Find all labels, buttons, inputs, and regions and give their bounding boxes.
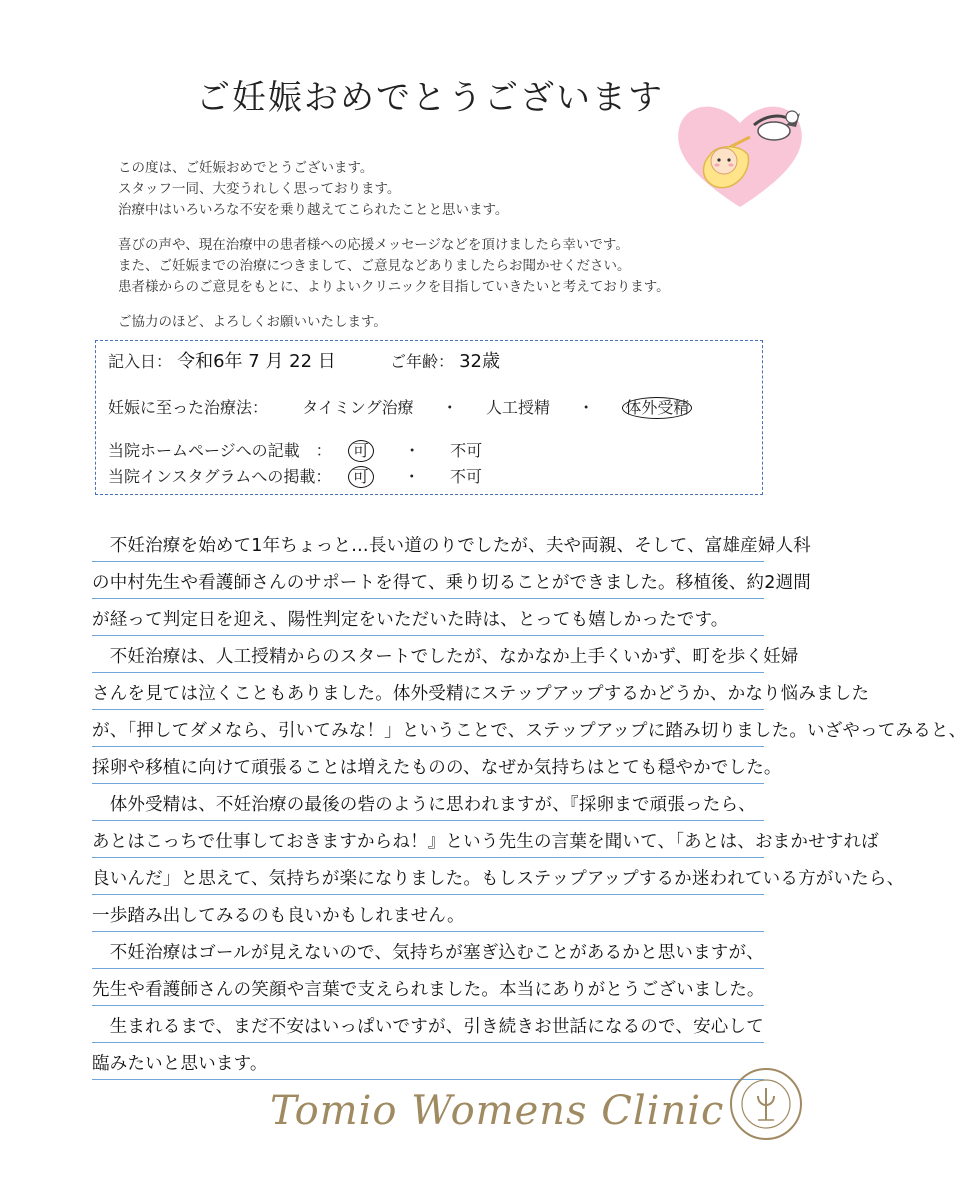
letter-text: 一歩踏み出してみるのも良いかもしれません。 xyxy=(92,906,465,926)
letter-text: あとはこっちで仕事しておきますからね！』という先生の言葉を聞いて、「あとは、おまかせすれば xyxy=(92,832,879,852)
letter-line xyxy=(92,562,811,599)
intro-line: ご協力のほど、よろしくお願いいたします。 xyxy=(118,314,387,330)
homepage-row xyxy=(108,438,482,462)
letter-text: の中村先生や看護師さんのサポートを得て、乗り切ることができました。移植後、約2週間 xyxy=(92,573,811,593)
letter-line xyxy=(92,636,799,673)
letter-line xyxy=(92,525,811,562)
intro-line: 患者様からのご意見をもとに、よりよいクリニックを目指していきたいと考えております。 xyxy=(118,279,670,295)
letter-text: が経って判定日を迎え、陽性判定をいただいた時は、とっても嬉しかったです。 xyxy=(92,610,729,630)
letter-text: 不妊治療を始めて1年ちょっと…長い道のりでしたが、夫や両親、そして、富雄産婦人科 xyxy=(92,536,811,556)
letter-text: 先生や看護師さんの笑顔や言葉で支えられました。本当にありがとうございました。 xyxy=(92,980,765,1000)
homepage-ng: 不可 xyxy=(450,441,483,460)
option-sep: ・ xyxy=(578,398,595,417)
letter-text: 体外受精は、不妊治療の最後の砦のように思われますが、『採卵まで頑張ったら、 xyxy=(92,795,756,815)
age-value: 32歳 xyxy=(459,351,501,372)
letter-line xyxy=(92,784,764,821)
intro-text xyxy=(118,158,758,347)
letter-text: 良いんだ」と思えて、気持ちが楽になりました。もしステップアップするか迷われている方がいたら、 xyxy=(92,869,905,889)
letter-line xyxy=(92,858,905,895)
letter-line xyxy=(92,1006,764,1043)
instagram-label: 当院インスタグラムへの掲載： xyxy=(108,467,332,486)
intro-line: 喜びの声や、現在治療中の患者様への応援メッセージなどを頂けましたら幸いです。 xyxy=(118,237,629,253)
treatment-row xyxy=(108,395,692,419)
letter-line xyxy=(92,599,764,636)
letter-line xyxy=(92,932,764,969)
letter-text: 生まれるまで、まだ不安はいっぱいですが、引き続きお世話になるので、安心して xyxy=(92,1017,764,1037)
letter-line xyxy=(92,895,764,932)
instagram-row xyxy=(108,464,482,488)
intro-line: この度は、ご妊娠おめでとうございます。 xyxy=(118,160,374,176)
letter-line xyxy=(92,821,879,858)
homepage-label: 当院ホームページへの記載 ： xyxy=(108,441,332,460)
date-value: 令和6年 7 月 22 日 xyxy=(177,351,336,372)
treatment-label: 妊娠に至った治療法： xyxy=(108,398,269,417)
letter-line xyxy=(92,673,870,710)
letter-text: 不妊治療はゴールが見えないので、気持ちが塞ぎ込むことがあるかと思いますが、 xyxy=(92,943,764,963)
survey-form-box xyxy=(95,340,763,495)
age-label: ご年齢： xyxy=(390,352,455,371)
clinic-logo-icon xyxy=(728,1066,804,1142)
letter-text: 不妊治療は、人工授精からのスタートでしたが、なかなか上手くいかず、町を歩く妊婦 xyxy=(92,647,799,667)
intro-paragraph-1 xyxy=(118,158,758,221)
intro-line: また、ご妊娠までの治療につきまして、ご意見などありましたらお聞かせください。 xyxy=(118,258,631,274)
instagram-ok-selected: 可 xyxy=(348,466,374,488)
option-ivf-selected: 体外受精 xyxy=(622,397,692,419)
letter-line xyxy=(92,1043,764,1080)
letter-line xyxy=(92,969,764,1006)
letter-line xyxy=(92,747,782,784)
date-label: 記入日： xyxy=(108,352,173,371)
option-sep: ・ xyxy=(441,398,458,417)
handwritten-letter xyxy=(92,525,966,1080)
page-title: ご妊娠おめでとうございます xyxy=(196,78,664,118)
intro-paragraph-3 xyxy=(118,312,758,333)
homepage-ok-selected: 可 xyxy=(348,440,374,462)
clinic-name: Tomio Womens Clinic xyxy=(270,1088,725,1134)
instagram-ng: 不可 xyxy=(449,467,482,486)
letter-text: が、「押してダメなら、引いてみな！」ということで、ステップアップに踏み切りました。いざやってみると、 xyxy=(92,721,966,741)
intro-line: スタッフ一同、大変うれしく思っております。 xyxy=(118,181,401,197)
letter-text: 採卵や移植に向けて頑張ることは増えたものの、なぜか気持ちはとても穏やかでした。 xyxy=(92,758,782,778)
option-timing: タイミング治療 xyxy=(302,398,414,417)
intro-paragraph-2 xyxy=(118,235,758,298)
option-sep: ・ xyxy=(403,467,420,486)
letter-text: さんを見ては泣くこともありました。体外受精にステップアップするかどうか、かなり悩みました xyxy=(92,684,870,704)
letter-text: 臨みたいと思います。 xyxy=(92,1054,268,1074)
intro-line: 治療中はいろいろな不安を乗り越えてこられたことと思います。 xyxy=(118,202,509,218)
date-age-row xyxy=(108,347,500,373)
option-artificial: 人工授精 xyxy=(485,398,550,417)
letter-line xyxy=(92,710,966,747)
option-sep: ・ xyxy=(404,441,421,460)
